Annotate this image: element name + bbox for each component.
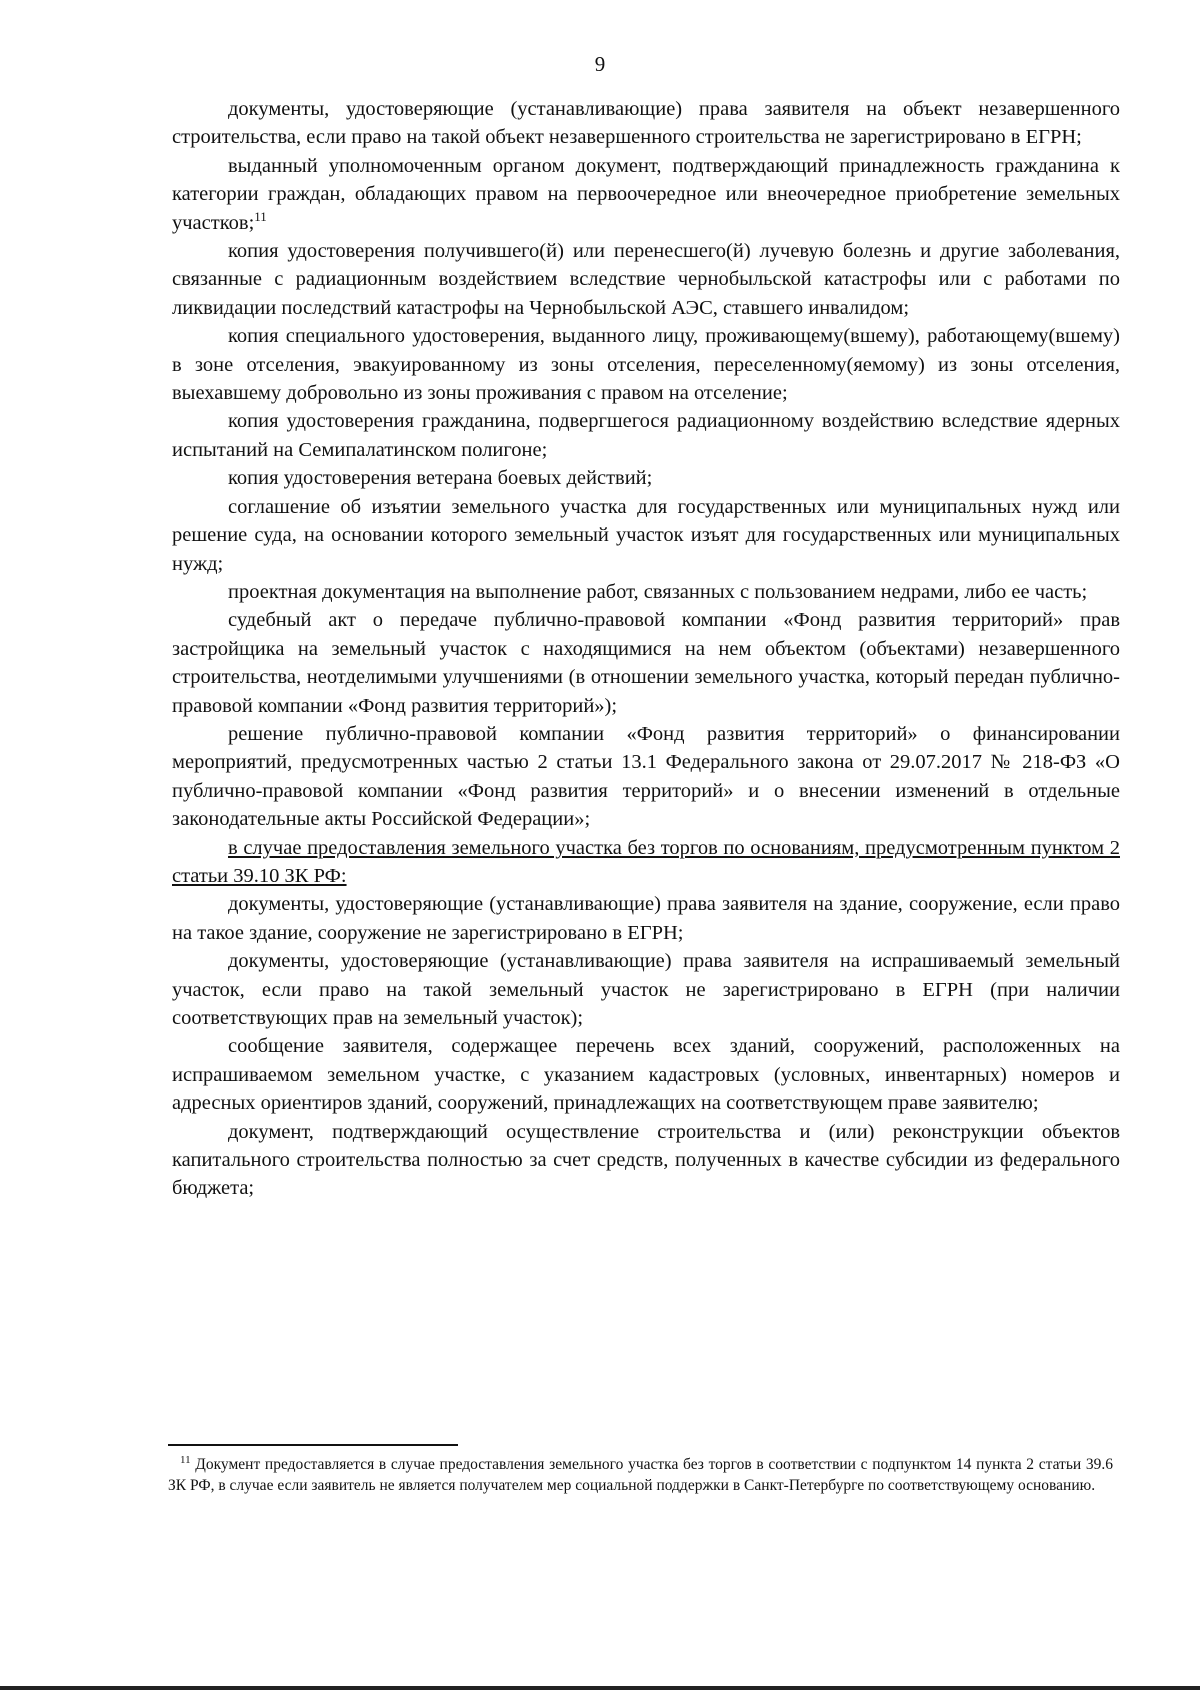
scan-bottom-edge [0,1686,1200,1690]
paragraph-building-rights: документы, удостоверяющие (устанавливающие) права заявителя на здание, сооружение, если право на такое здание, сооружение не зарегистрировано в ЕГРН; [172,893,1120,944]
footnote-text: Документ предоставляется в случае предоставления земельного участка без торгов в соответствии с подпунктом 14 пункта 2 статьи 39.6 ЗК РФ, в случае если заявитель не является получателем мер социальной поддержки в Санкт-Петербурге по соответствующему основанию. [168,1456,1114,1494]
paragraph-land-plot-rights: документы, удостоверяющие (устанавливающие) права заявителя на испрашиваемый земельный участок, если право на такой земельный участок не зарегистрировано в ЕГРН (при наличии соответствующих прав на земельный участок); [172,950,1120,1029]
paragraph-veteran-certificate: копия удостоверения ветерана боевых действий; [228,467,653,490]
paragraph-federal-subsidy-document: документ, подтверждающий осуществление строительства и (или) реконструкции объектов капитального строительства полностью за счет средств, полученных в качестве субсидии из федерального бюджета; [172,1120,1120,1200]
paragraph-subsoil-documentation: проектная документация на выполнение работ, связанных с пользованием недрами, либо ее часть; [228,580,1088,603]
footnote-marker: 11 [180,1453,191,1466]
paragraph-semipalatinsk-certificate: копия удостоверения гражданина, подвергшегося радиационному воздействию вследствие ядерных испытаний на Семипалатинском полигоне; [172,410,1120,461]
footnote-divider [168,1444,458,1446]
section-heading-article-39-10: в случае предоставления земельного участка без торгов по основаниям, предусмотренным пунктом 2 статьи 39.10 ЗК РФ: [172,836,1120,887]
paragraph-court-act: судебный акт о передаче публично-правовой компании «Фонд развития территорий» прав застройщика на земельный участок с находящимися на нем объектом (объектами) незавершенного строительства, неотделимыми улучшениями (в отношении земельного участка, который передан публично-правовой компании «Фонд развития территорий»); [172,609,1120,717]
paragraph-seizure-agreement: соглашение об изъятии земельного участка для государственных или муниципальных нужд или решение суда, на основании которого земельный участок изъят для государственных или муниципальных нужд; [172,495,1120,575]
footnote-reference: 11 [254,208,267,224]
paragraph-chernobyl-certificate: копия удостоверения получившего(й) или перенесшего(й) лучевую болезнь и другие заболевания, связанные с радиационным воздействием вследствие чернобыльской катастрофы или с работами по ликвидации последствий катастрофы на Чернобыльской АЭС, ставшего инвалидом; [172,240,1120,319]
paragraph-text: выданный уполномоченным органом документ, подтверждающий принадлежность гражданина к категории граждан, обладающих правом на первоочередное или внеочередное приобретение земельных участков; [172,154,1120,234]
document-body [172,95,1120,1203]
footnote [168,1455,1113,1496]
paragraph-unfinished-construction-rights: документы, удостоверяющие (устанавливающие) права заявителя на объект незавершенного строительства, если право на такой объект незавершенного строительства не зарегистрировано в ЕГРН; [172,98,1120,149]
page-number: 9 [594,52,606,76]
paragraph-special-certificate: копия специального удостоверения, выданного лицу, проживающему(вшему), работающему(вшему) в зоне отселения, эвакуированному из зоны отселения, переселенному(яемому) из зоны отселения, выехавшему добровольно из зоны проживания с правом на отселение; [172,325,1120,405]
paragraph-buildings-list-message: сообщение заявителя, содержащее перечень всех зданий, сооружений, расположенных на испрашиваемом земельном участке, с указанием кадастровых (условных, инвентарных) номеров и адресных ориентиров зданий, сооружений, принадлежащих на соответствующем праве заявителю; [172,1035,1120,1115]
paragraph-fund-decision: решение публично-правовой компании «Фонд развития территорий» о финансировании мероприятий, предусмотренных частью 2 статьи 13.1 Федерального закона от 29.07.2017 № 218-ФЗ «О публично-правовой компании «Фонд развития территорий» и о внесении изменений в отдельные законодательные акты Российской Федерации»; [172,722,1120,831]
paragraph-priority-category-document [172,152,1120,237]
